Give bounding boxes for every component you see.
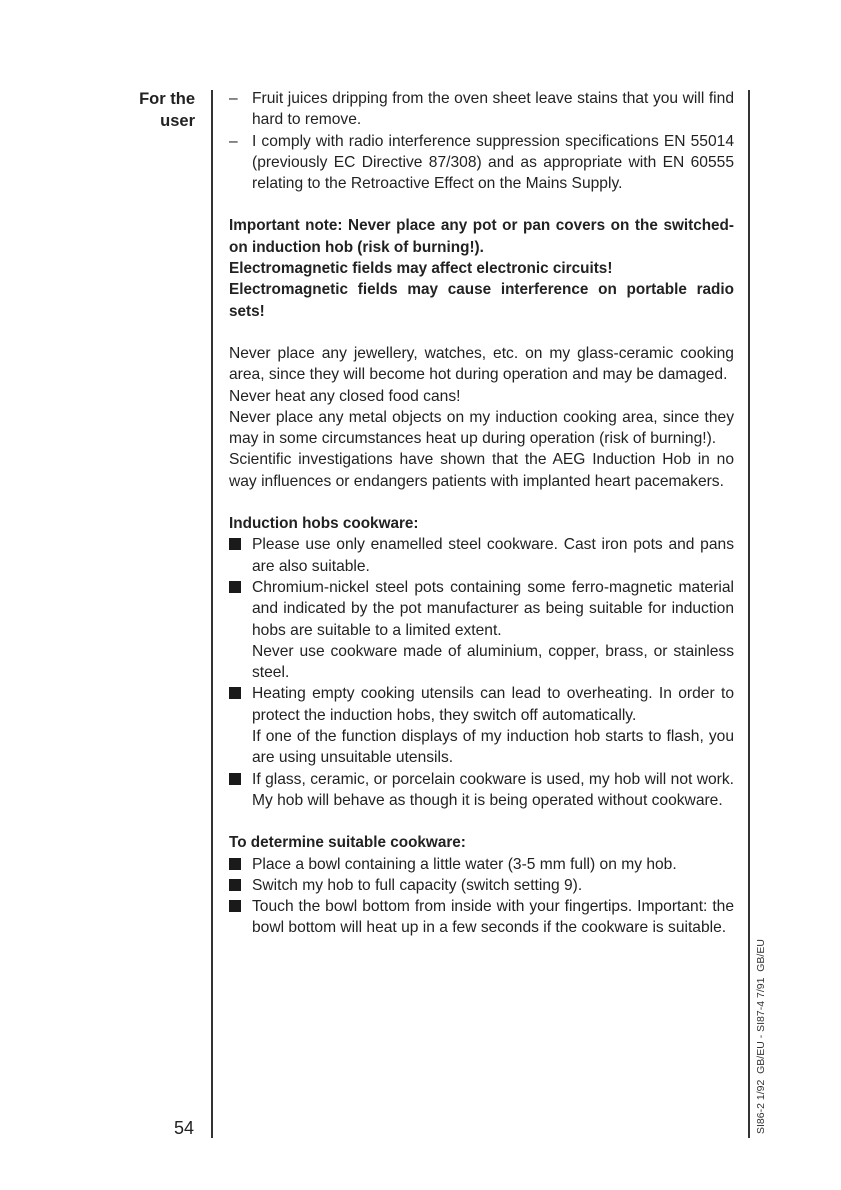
list-item <box>229 896 734 939</box>
list-item <box>229 875 734 896</box>
dash-item-text: I comply with radio interference suppression specifications EN 55014 (previously EC Directive 87/308) and as appropriate with EN 60555 relating to the Retroactive Effect on the Mains Supply. <box>252 132 734 193</box>
list-item-text: If glass, ceramic, or porcelain cookware is used, my hob will not work. My hob will behave as though it is being operated without cookware. <box>252 770 734 809</box>
dash-list-item <box>229 131 734 195</box>
test-list <box>229 854 734 939</box>
electromagnetic-warning-circuits: Electromagnetic fields may affect electronic circuits! <box>229 260 613 278</box>
list-item <box>229 577 734 683</box>
square-bullet-icon <box>229 879 241 891</box>
list-item-note: If one of the function displays of my induction hob starts to flash, you are using unsuitable utensils. <box>252 728 734 767</box>
dash-item-text: Fruit juices dripping from the oven sheet leave stains that you will find hard to remove. <box>252 90 734 129</box>
square-bullet-icon <box>229 538 241 550</box>
footer-code: SI86-2 1/92 GB/EU - SI87-4 7/91 GB/EU <box>755 939 767 1134</box>
list-item-text: Heating empty cooking utensils can lead to overheating. In order to protect the induction hobs, they switch off automatically. <box>252 685 734 724</box>
cookware-list <box>229 534 734 811</box>
food-cans-paragraph: Never heat any closed food cans! <box>229 387 461 405</box>
section-label <box>100 88 195 132</box>
test-heading: To determine suitable cookware: <box>229 834 466 852</box>
jewellery-paragraph: Never place any jewellery, watches, etc. on my glass-ceramic cooking area, since they will become hot during operation and may be damaged. <box>229 344 734 384</box>
list-item-text: Place a bowl containing a little water (3-5 mm full) on my hob. <box>252 855 677 873</box>
dash-mark: – <box>229 90 238 107</box>
safety-paragraphs <box>229 343 734 492</box>
page-content <box>229 88 734 939</box>
list-item <box>229 854 734 875</box>
list-item <box>229 534 734 577</box>
square-bullet-icon <box>229 900 241 912</box>
list-item-text: Chromium-nickel steel pots containing some ferro-magnetic material and indicated by the pot manufacturer as being suitable for induction hobs are suitable to a limited extent. <box>252 578 734 639</box>
square-bullet-icon <box>229 773 241 785</box>
warning-block <box>229 215 734 321</box>
square-bullet-icon <box>229 858 241 870</box>
section-label-line-2: user <box>160 112 195 130</box>
important-note: Important note: Never place any pot or pan covers on the switched-on induction hob (risk of burning!). <box>229 217 734 256</box>
intro-dash-list <box>229 88 734 194</box>
dash-list-item <box>229 88 734 131</box>
list-item-text: Touch the bowl bottom from inside with your fingertips. Important: the bowl bottom will heat up in a few seconds if the cookware is suitable. <box>252 898 734 937</box>
page-number: 54 <box>173 1118 194 1138</box>
left-margin-rule <box>211 90 213 1138</box>
list-item-text: Switch my hob to full capacity (switch setting 9). <box>252 876 583 894</box>
list-item-note: Never use cookware made of aluminium, copper, brass, or stainless steel. <box>252 642 734 682</box>
dash-mark: – <box>229 132 238 150</box>
list-item <box>229 769 734 812</box>
electromagnetic-warning-radio: Electromagnetic fields may cause interference on portable radio sets! <box>229 281 734 320</box>
square-bullet-icon <box>229 687 241 699</box>
right-margin-rule <box>748 90 750 1138</box>
list-item-text: Please use only enamelled steel cookware. Cast iron pots and pans are also suitable. <box>252 536 734 575</box>
square-bullet-icon <box>229 581 241 593</box>
pacemaker-paragraph: Scientific investigations have shown that the AEG Induction Hob in no way influences or endangers patients with implanted heart pacemakers. <box>229 451 734 490</box>
list-item <box>229 683 734 768</box>
section-label-line-1: For the <box>139 90 195 108</box>
cookware-heading: Induction hobs cookware: <box>229 515 419 533</box>
metal-objects-paragraph: Never place any metal objects on my induction cooking area, since they may in some circumstances heat up during operation (risk of burning!). <box>229 408 734 448</box>
